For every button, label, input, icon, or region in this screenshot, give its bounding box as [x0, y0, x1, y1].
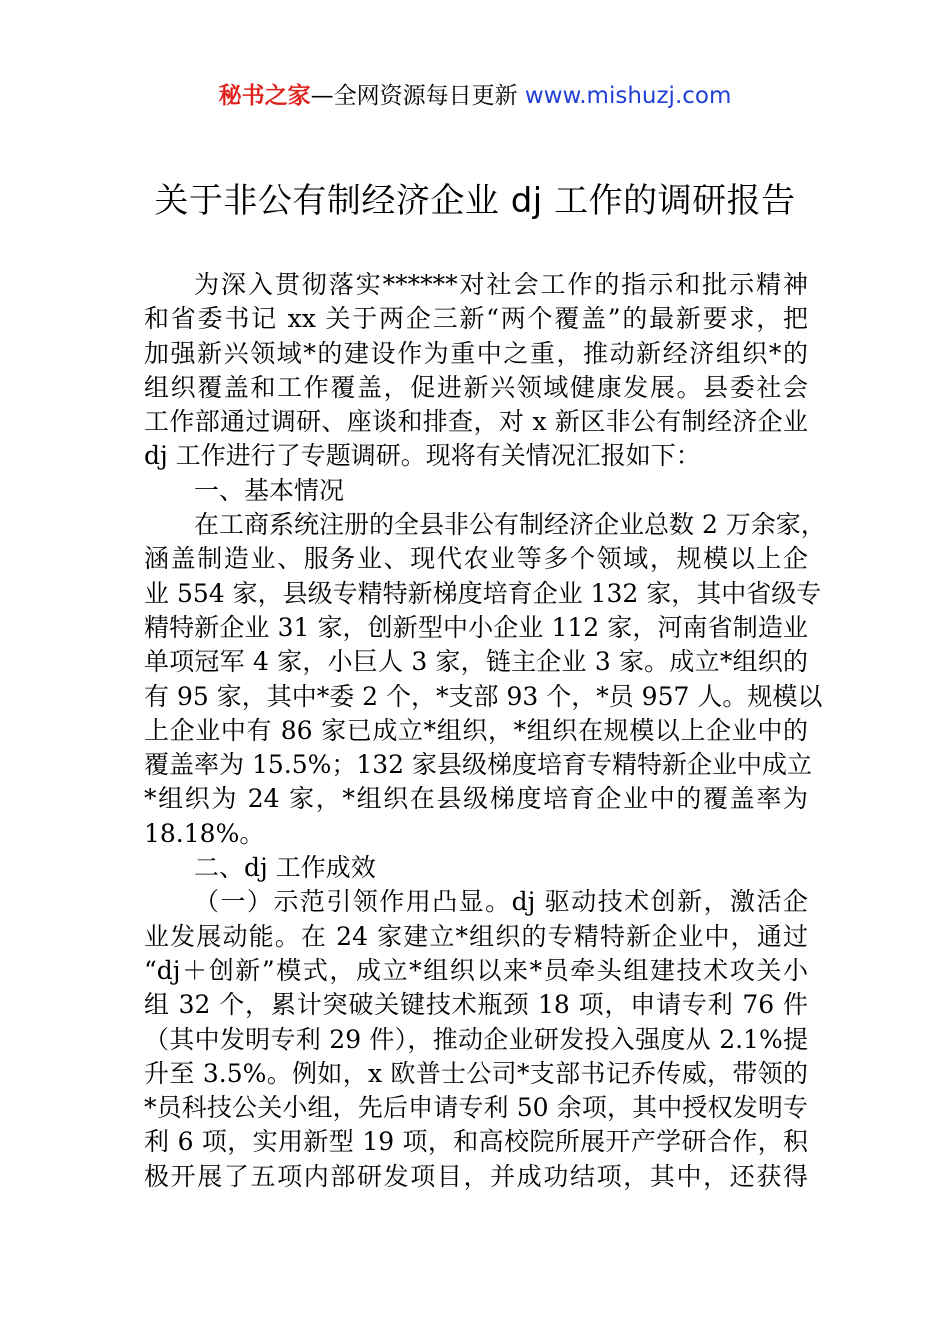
paragraph-line: *组织为 24 家，*组织在县级梯度培育企业中的覆盖率为	[144, 784, 808, 814]
paragraph-line: 有 95 家，其中*委 2 个，*支部 93 个，*员 957 人。规模以	[144, 681, 823, 711]
paragraph-line: 加强新兴领域*的建设作为重中之重，推动新经济组织*的	[144, 338, 808, 368]
site-url-link[interactable]: www.mishuzj.com	[524, 83, 732, 109]
paragraph-line: 涵盖制造业、服务业、现代农业等多个领域，规模以上企	[144, 544, 808, 574]
paragraph-line: 组 32 个，累计突破关键技术瓶颈 18 项，申请专利 76 件	[144, 990, 808, 1020]
paragraph-line: 上企业中有 86 家已成立*组织，*组织在规模以上企业中的	[144, 715, 808, 745]
site-tagline: —全网资源每日更新	[310, 83, 525, 109]
site-header	[0, 79, 950, 113]
section-heading: 一、基本情况	[194, 475, 345, 505]
paragraph-line: 利 6 项，实用新型 19 项，和高校院所展开产学研合作，积	[144, 1127, 808, 1157]
paragraph-line: 业发展动能。在 24 家建立*组织的专精特新企业中，通过	[144, 921, 808, 951]
paragraph-line: （其中发明专利 29 件），推动企业研发投入强度从 2.1%提	[144, 1024, 808, 1054]
document-title: 关于非公有制经济企业 dj 工作的调研报告	[154, 181, 796, 221]
paragraph-line: 组织覆盖和工作覆盖，促进新兴领域健康发展。县委社会	[144, 372, 808, 402]
paragraph-line: 覆盖率为 15.5%；132 家县级梯度培育专精特新企业中成立	[144, 750, 813, 780]
section-heading: 二、dj 工作成效	[194, 853, 376, 883]
paragraph-line: dj 工作进行了专题调研。现将有关情况汇报如下：	[144, 441, 701, 471]
paragraph-line: 单项冠军 4 家，小巨人 3 家，链主企业 3 家。成立*组织的	[144, 647, 808, 677]
paragraph-line: 和省委书记 xx 关于两企三新“两个覆盖”的最新要求，把	[144, 304, 808, 334]
site-brand: 秘书之家	[218, 83, 311, 109]
document-body	[144, 268, 826, 1194]
paragraph-line: 升至 3.5%。例如，x 欧普士公司*支部书记乔传威，带领的	[144, 1058, 808, 1088]
paragraph-line: 精特新企业 31 家，创新型中小企业 112 家，河南省制造业	[144, 612, 808, 642]
paragraph-line: 在工商系统注册的全县非公有制经济企业总数 2 万余家，	[194, 510, 826, 540]
paragraph-line: 18.18%。	[144, 818, 265, 848]
paragraph-line: 极开展了五项内部研发项目，并成功结项，其中，还获得	[144, 1161, 808, 1191]
paragraph-line: “dj＋创新”模式，成立*组织以来*员牵头组建技术攻关小	[144, 955, 808, 985]
paragraph-line: （一）示范引领作用凸显。dj 驱动技术创新，激活企	[194, 887, 808, 917]
paragraph-line: *员科技公关小组，先后申请专利 50 余项，其中授权发明专	[144, 1093, 808, 1123]
paragraph-line: 工作部通过调研、座谈和排查，对 x 新区非公有制经济企业	[144, 407, 808, 437]
paragraph-line: 业 554 家，县级专精特新梯度培育企业 132 家，其中省级专	[144, 578, 822, 608]
paragraph-line: 为深入贯彻落实******对社会工作的指示和批示精神	[194, 270, 808, 299]
